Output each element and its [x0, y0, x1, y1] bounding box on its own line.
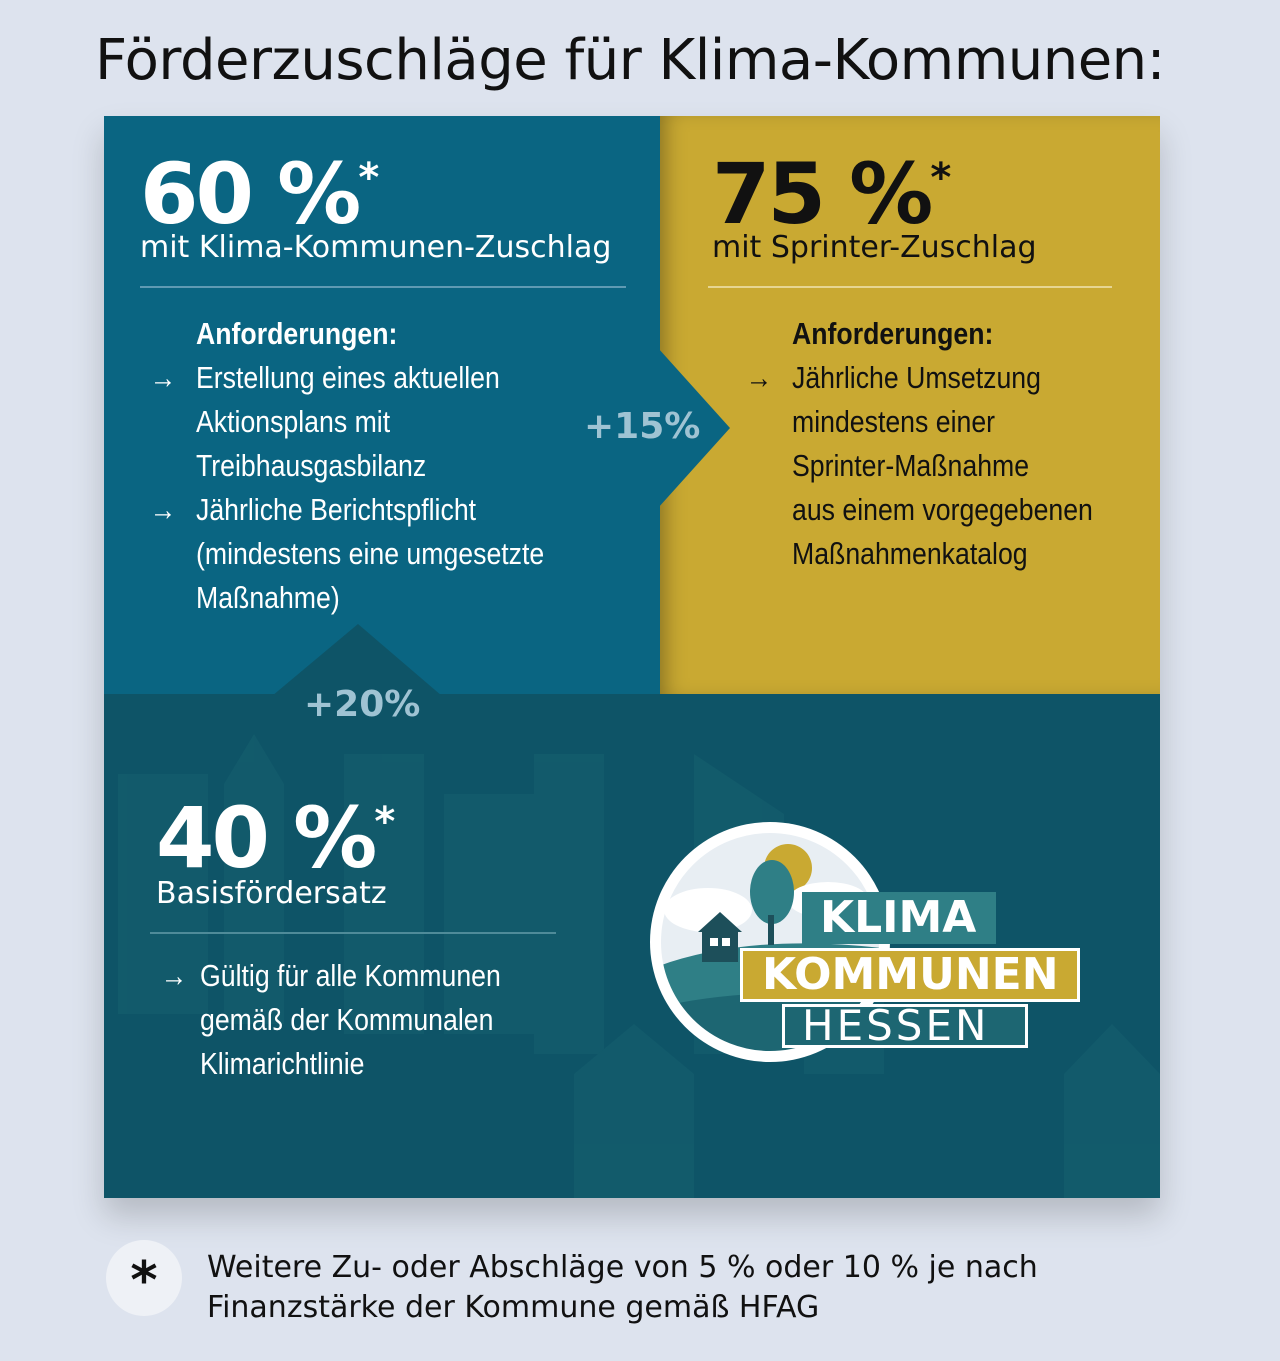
- arrow-right-icon: →: [149, 492, 177, 527]
- gold-subtitle: mit Sprinter-Zuschlag: [712, 230, 1037, 265]
- arrow-right-icon: →: [160, 958, 188, 993]
- logo-line1: KLIMA: [820, 892, 977, 943]
- blue-req-item-2: → Jährliche Berichtspflicht (mindestens eine umgesetzte Maßnahme): [196, 488, 544, 620]
- plus20-label: +20%: [304, 684, 421, 725]
- gold-req-item-1: → Jährliche Umsetzung mindestens einer Sprinter-Maßnahme aus einem vorgegebenen Maßnahmenkatalog: [792, 356, 1093, 576]
- arrow-right-icon: →: [745, 360, 773, 395]
- arrow-right-icon: →: [149, 360, 177, 395]
- plus15-label: +15%: [584, 406, 701, 447]
- blue-divider: [140, 286, 626, 288]
- gold-requirements: [745, 312, 1093, 576]
- gold-divider: [708, 286, 1112, 288]
- base-percent: 40 %*: [156, 789, 396, 887]
- blue-req-item-1: → Erstellung eines aktuellen Aktionsplans mit Treibhausgasbilanz: [196, 356, 544, 488]
- logo-line2: KOMMUNEN: [762, 949, 1059, 1000]
- blue-subtitle: mit Klima-Kommunen-Zuschlag: [140, 230, 612, 265]
- footnote-text: Weitere Zu- oder Abschläge von 5 % oder 10 % je nach Finanzstärke der Kommune gemäß HFAG: [207, 1250, 1038, 1325]
- base-req-item-1: → Gültig für alle Kommunen gemäß der Kommunalen Klimarichtlinie: [200, 954, 501, 1086]
- base-subtitle: Basisfördersatz: [156, 876, 387, 911]
- blue-req-heading: Anforderungen:: [196, 316, 398, 351]
- base-divider: [150, 932, 556, 934]
- gold-req-heading: Anforderungen:: [792, 316, 994, 351]
- footnote-star-badge: *: [106, 1240, 182, 1316]
- blue-requirements: [149, 312, 545, 620]
- base-requirements: [160, 954, 501, 1086]
- blue-percent: 60 %*: [140, 145, 380, 243]
- page-title: Förderzuschläge für Klima-Kommunen:: [94, 28, 1166, 93]
- infographic-board: [104, 116, 1160, 1198]
- logo-line3: HESSEN: [802, 1001, 990, 1050]
- gold-percent: 75 %*: [712, 145, 952, 243]
- klima-kommunen-hessen-logo: [648, 820, 1088, 1070]
